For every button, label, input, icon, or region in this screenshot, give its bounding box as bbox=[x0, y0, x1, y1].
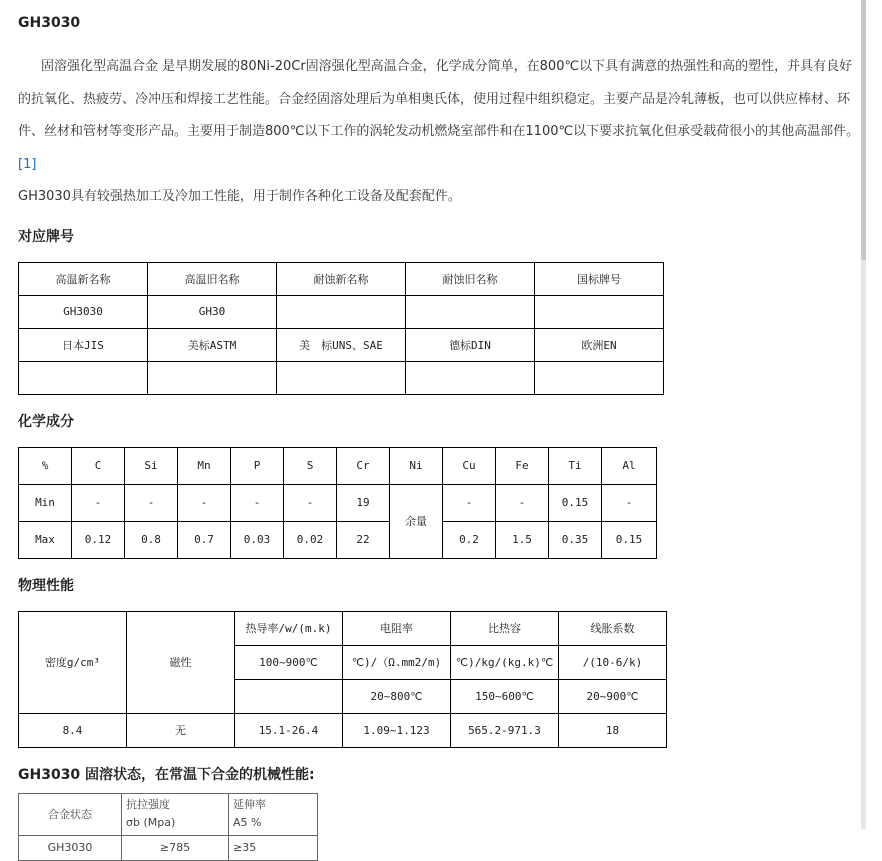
table-row bbox=[19, 295, 664, 328]
table-cell: 密度g/cm³ bbox=[19, 611, 127, 713]
table-row bbox=[19, 361, 664, 394]
grades-table bbox=[18, 262, 664, 395]
table-row bbox=[19, 611, 667, 645]
table-cell: 15.1-26.4 bbox=[235, 713, 343, 747]
table-cell: 150~600℃ bbox=[451, 679, 559, 713]
table-cell: - bbox=[231, 484, 284, 521]
table-row bbox=[19, 713, 667, 747]
table-cell: 电阻率 bbox=[343, 611, 451, 645]
table-cell: 高温旧名称 bbox=[148, 262, 277, 295]
table-cell: Max bbox=[19, 521, 72, 558]
physical-table bbox=[18, 611, 667, 748]
intro-paragraph bbox=[18, 51, 860, 214]
scrollbar-thumb[interactable] bbox=[861, 0, 866, 260]
table-cell: S bbox=[284, 447, 337, 484]
table-cell: 0.2 bbox=[443, 521, 496, 558]
table-cell: ≥35 bbox=[229, 835, 318, 860]
reference-link[interactable]: [1] bbox=[18, 156, 37, 172]
table-cell: 美 标UNS、SAE bbox=[277, 328, 406, 361]
table-cell: - bbox=[443, 484, 496, 521]
table-cell: 日本JIS bbox=[19, 328, 148, 361]
page-title: GH3030 bbox=[18, 15, 81, 31]
table-cell: 18 bbox=[559, 713, 667, 747]
table-cell: 0.8 bbox=[125, 521, 178, 558]
table-cell: ≥785 bbox=[122, 835, 229, 860]
table-cell: 22 bbox=[337, 521, 390, 558]
table-cell: 0.15 bbox=[549, 484, 602, 521]
table-cell: 19 bbox=[337, 484, 390, 521]
table-cell: Ni bbox=[390, 447, 443, 484]
table-cell: 0.15 bbox=[602, 521, 657, 558]
table-cell: ℃)/kg/(kg.k)℃ bbox=[451, 645, 559, 679]
table-cell: 无 bbox=[127, 713, 235, 747]
elongation-unit: A5 % bbox=[233, 816, 262, 829]
table-cell: 565.2-971.3 bbox=[451, 713, 559, 747]
table-cell: GH3030 bbox=[19, 295, 148, 328]
table-cell: Cu bbox=[443, 447, 496, 484]
table-cell: Cr bbox=[337, 447, 390, 484]
table-cell: - bbox=[125, 484, 178, 521]
table-cell: 20~800℃ bbox=[343, 679, 451, 713]
table-row bbox=[19, 328, 664, 361]
table-cell: - bbox=[496, 484, 549, 521]
table-cell: 磁性 bbox=[127, 611, 235, 713]
table-cell: 比热容 bbox=[451, 611, 559, 645]
intro-text-2: GH3030具有较强热加工及冷加工性能，用于制作各种化工设备及配套配件。 bbox=[18, 189, 461, 204]
table-cell bbox=[406, 361, 535, 394]
section-heading-grades: 对应牌号 bbox=[18, 228, 74, 245]
table-row bbox=[19, 835, 318, 860]
elongation-label: 延伸率 bbox=[233, 798, 266, 811]
table-cell bbox=[277, 361, 406, 394]
table-row bbox=[19, 484, 657, 521]
table-cell: 100~900℃ bbox=[235, 645, 343, 679]
table-cell: 1.09~1.123 bbox=[343, 713, 451, 747]
table-cell bbox=[535, 295, 664, 328]
table-cell: 0.7 bbox=[178, 521, 231, 558]
table-cell: - bbox=[284, 484, 337, 521]
table-cell: 耐蚀旧名称 bbox=[406, 262, 535, 295]
table-cell: P bbox=[231, 447, 284, 484]
section-heading-chemistry: 化学成分 bbox=[18, 413, 74, 430]
tensile-unit: σb (Mpa) bbox=[126, 816, 176, 829]
table-cell: 0.35 bbox=[549, 521, 602, 558]
table-cell: Al bbox=[602, 447, 657, 484]
table-cell: 线胀系数 bbox=[559, 611, 667, 645]
table-cell: 国标牌号 bbox=[535, 262, 664, 295]
table-row bbox=[19, 447, 657, 484]
scrollbar[interactable] bbox=[861, 0, 866, 829]
table-cell: 耐蚀新名称 bbox=[277, 262, 406, 295]
table-cell: - bbox=[72, 484, 125, 521]
intro-text: 固溶强化型高温合金 是早期发展的80Ni-20Cr固溶强化型高温合金，化学成分简单，在800℃以下具有满意的热强性和高的塑性，并具有良好的抗氧化、热疲劳、冷冲压和焊接工艺性能。合金经固溶处理后为单相奥氏体，使用过程中组织稳定。主要产品是冷轧薄板，也可以供应棒材、环件、丝材和管材等变形产品。主要用于制造800℃以下工作的涡轮发动机燃烧室部件和在1100℃以下要求抗氧化但承受载荷很小的其他高温部件。 bbox=[18, 59, 860, 139]
table-cell: GH3030 bbox=[19, 835, 122, 860]
table-cell: C bbox=[72, 447, 125, 484]
table-row bbox=[19, 262, 664, 295]
tensile-label: 抗拉强度 bbox=[126, 798, 170, 811]
table-cell: Si bbox=[125, 447, 178, 484]
mechanical-table bbox=[18, 793, 318, 861]
chemistry-table bbox=[18, 447, 657, 559]
table-cell: 8.4 bbox=[19, 713, 127, 747]
table-cell bbox=[148, 361, 277, 394]
table-cell bbox=[535, 361, 664, 394]
table-cell: /(10-6/k) bbox=[559, 645, 667, 679]
table-cell: % bbox=[19, 447, 72, 484]
table-cell: ℃)/（Ω.mm2/m) bbox=[343, 645, 451, 679]
table-cell bbox=[406, 295, 535, 328]
table-cell: Fe bbox=[496, 447, 549, 484]
table-cell-ni-balance: 余量 bbox=[390, 484, 443, 558]
table-cell bbox=[277, 295, 406, 328]
table-cell bbox=[235, 679, 343, 713]
table-cell: 0.02 bbox=[284, 521, 337, 558]
table-cell: - bbox=[602, 484, 657, 521]
table-cell: Mn bbox=[178, 447, 231, 484]
table-cell: 美标ASTM bbox=[148, 328, 277, 361]
table-row bbox=[19, 521, 657, 558]
table-cell: 0.12 bbox=[72, 521, 125, 558]
table-cell: Ti bbox=[549, 447, 602, 484]
table-cell: 欧洲EN bbox=[535, 328, 664, 361]
table-cell: 德标DIN bbox=[406, 328, 535, 361]
table-cell: 高温新名称 bbox=[19, 262, 148, 295]
section-heading-mechanical: GH3030 固溶状态，在常温下合金的机械性能: bbox=[18, 766, 315, 783]
table-cell: 1.5 bbox=[496, 521, 549, 558]
table-cell: 热导率/w/(m.k) bbox=[235, 611, 343, 645]
table-cell: - bbox=[178, 484, 231, 521]
table-cell: GH30 bbox=[148, 295, 277, 328]
table-cell bbox=[19, 361, 148, 394]
table-cell: Min bbox=[19, 484, 72, 521]
table-cell: 20~900℃ bbox=[559, 679, 667, 713]
section-heading-physical: 物理性能 bbox=[18, 577, 74, 594]
table-cell: 0.03 bbox=[231, 521, 284, 558]
table-cell: 合金状态 bbox=[19, 793, 122, 835]
